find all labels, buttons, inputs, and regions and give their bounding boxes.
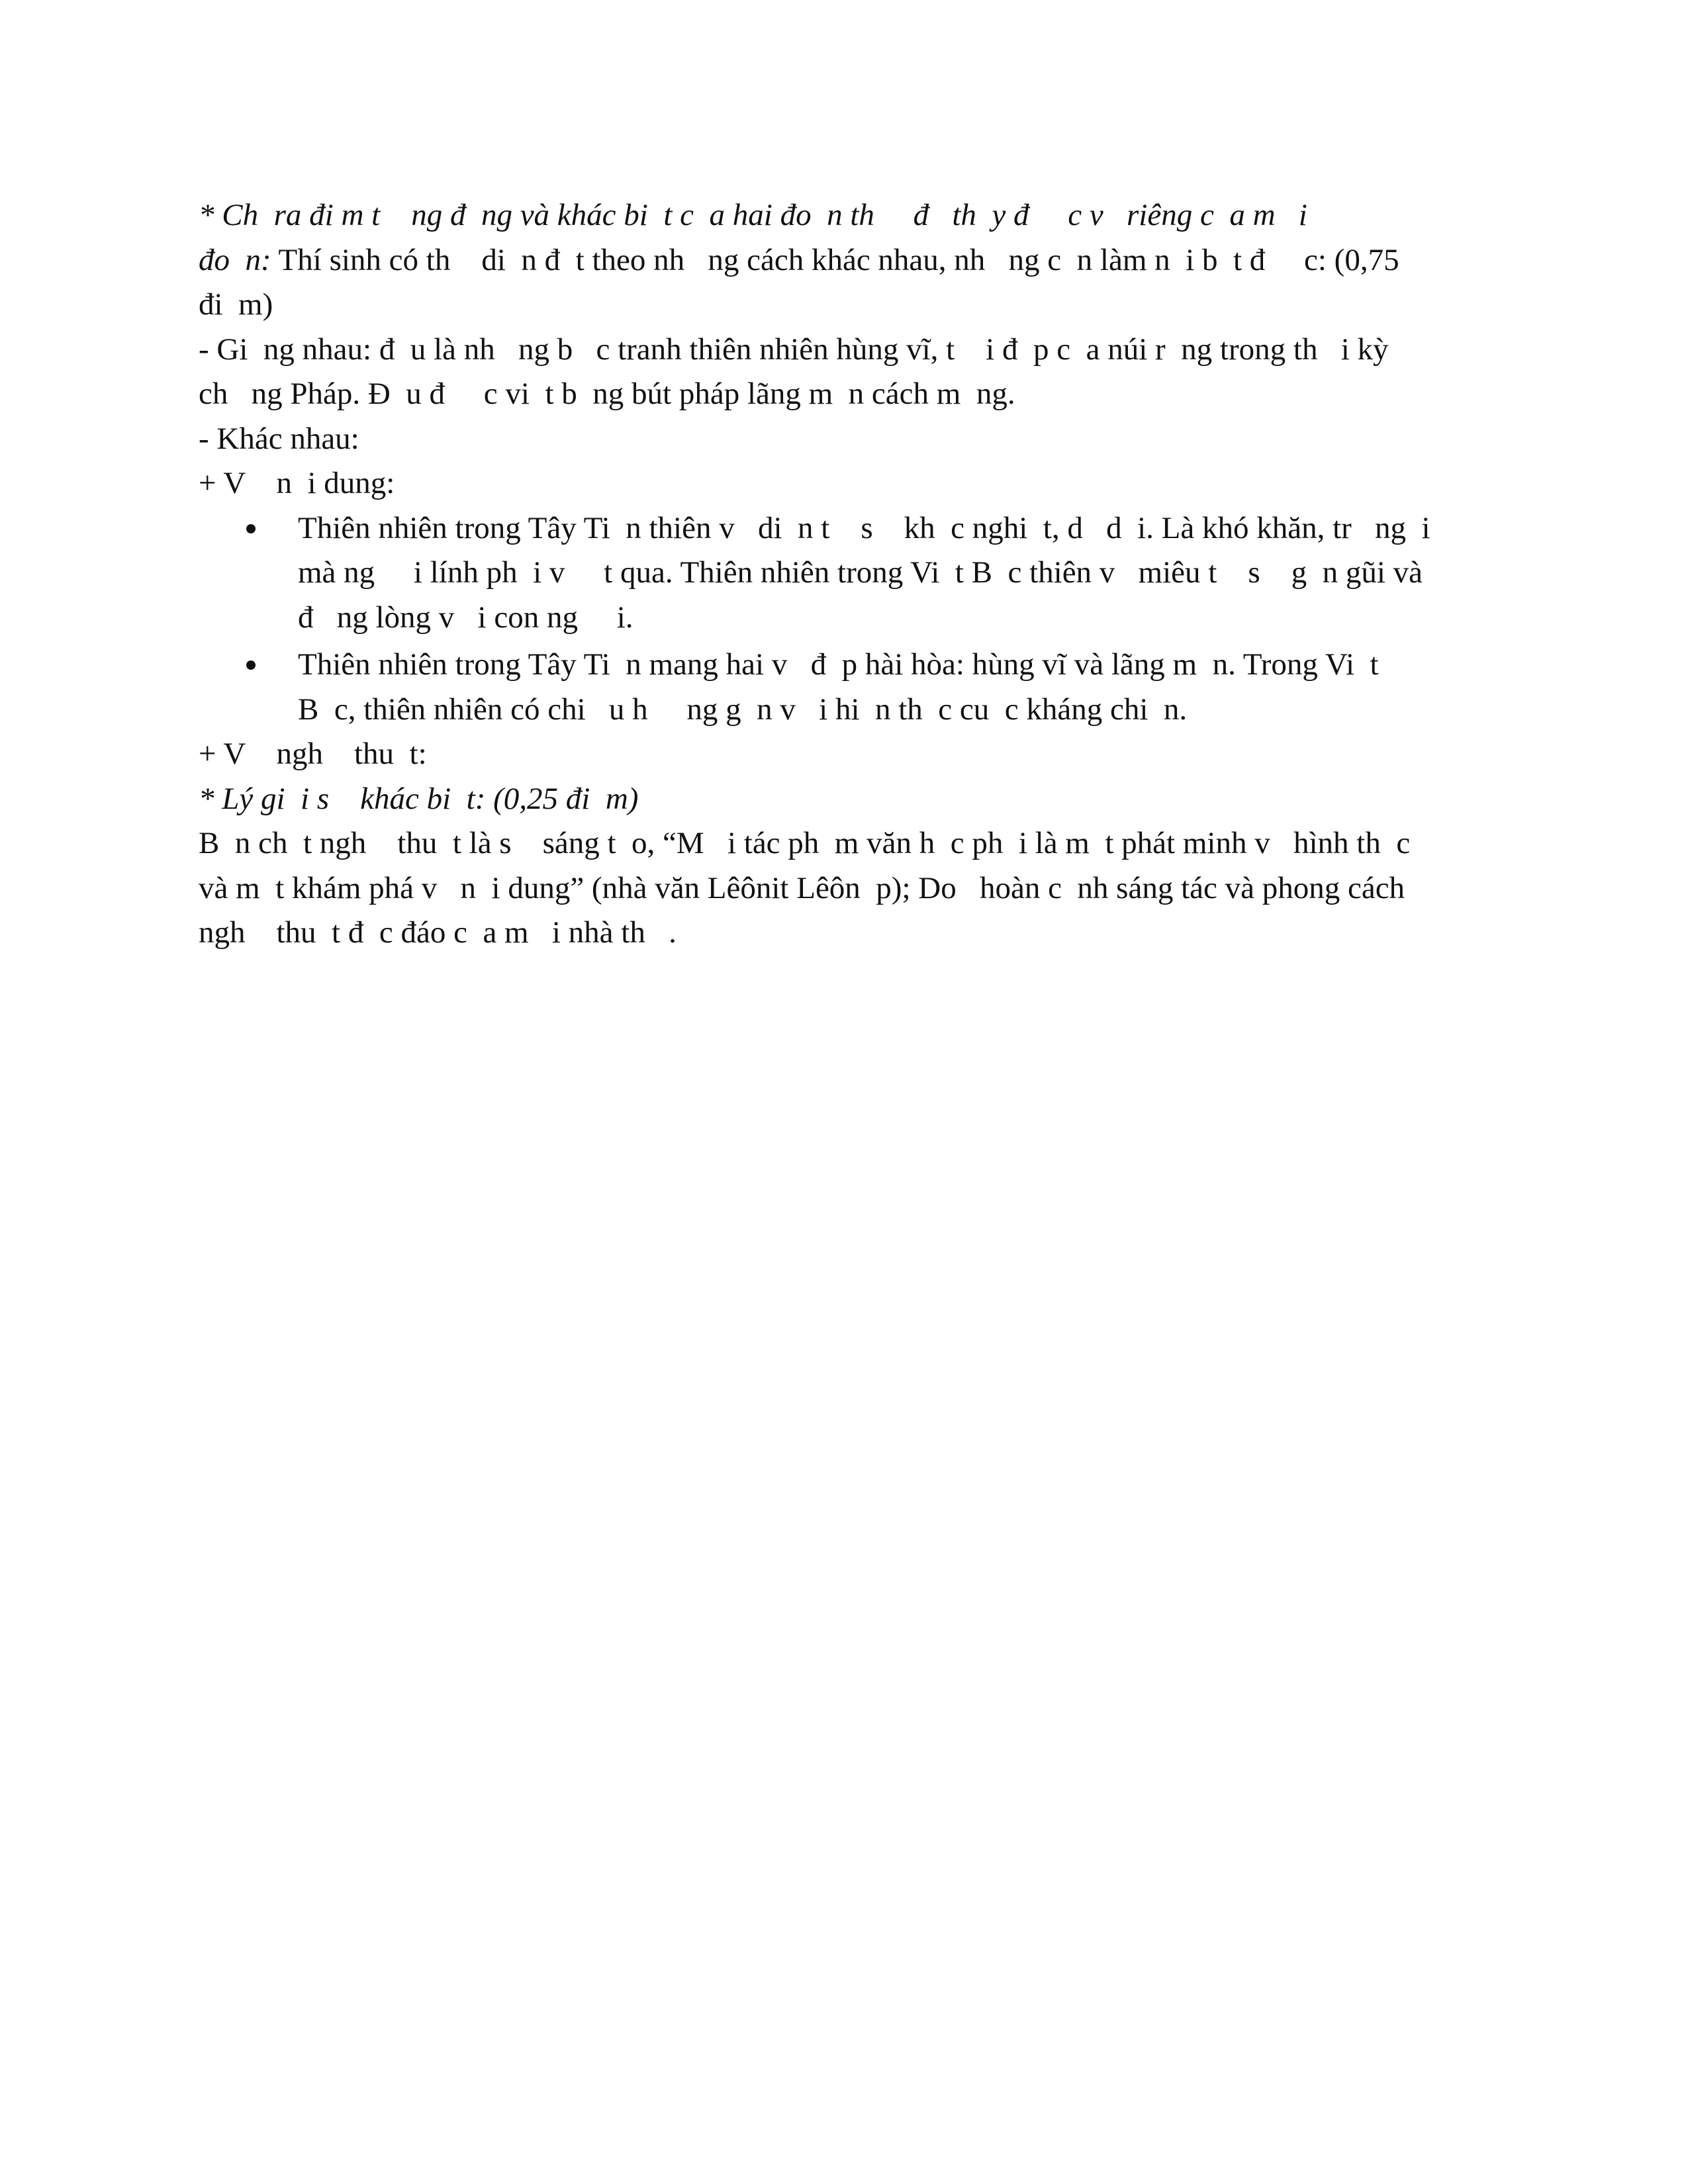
section-heading-explanation: * Lý gi i s khác bi t: (0,25 đi m): [199, 781, 639, 816]
art-subheading: + V ngh thu t:: [199, 737, 427, 771]
explanation-line: ngh thu t đ c đáo c a m i nhà th .: [199, 915, 677, 950]
bullet-text: Thiên nhiên trong Tây Ti n thiên v di n t s kh c nghi t, d d i. Là khó khăn, tr ng i: [298, 510, 1430, 545]
bullet-line: [199, 643, 1496, 688]
differences-label: - Khác nhau:: [199, 421, 359, 456]
paragraph-text: Thí sinh có th di n đ t theo nh ng cách khác nhau, nh ng c n làm n i b t đ c: (0,75: [271, 242, 1399, 277]
bullet-text: Thiên nhiên trong Tây Ti n mang hai v đ p hài hòa: hùng vĩ và lãng m n. Trong Vi t: [298, 647, 1379, 682]
list-item: [199, 506, 1496, 641]
heading-continuation: đo n:: [199, 242, 271, 277]
explanation-line: và m t khám phá v n i dung” (nhà văn Lêônit Lêôn p); Do hoàn c nh sáng tác và phong cách: [199, 870, 1405, 905]
similarity-line: - Gi ng nhau: đ u là nh ng b c tranh thiên nhiên hùng vĩ, t i đ p c a núi r ng trong th i kỳ: [199, 332, 1389, 367]
paragraph-line: [199, 238, 1496, 283]
bullet-line: mà ng i lính ph i v t qua. Thiên nhiên trong Vi t B c thiên v miêu t s g n gũi và: [298, 555, 1423, 590]
list-item: [199, 643, 1496, 732]
bullet-list: [199, 506, 1496, 733]
bullet-line: [199, 506, 1496, 551]
bullet-line: B c, thiên nhiên có chi u h ng g n v i hi n th c cu c kháng chi n.: [298, 692, 1188, 727]
similarity-line: ch ng Pháp. Đ u đ c vi t b ng bút pháp lãng m n cách m ng.: [199, 377, 1015, 411]
bullet-icon: [246, 660, 256, 670]
bullet-icon: [246, 524, 256, 533]
content-subheading: + V n i dung:: [199, 466, 395, 500]
paragraph-line: đi m): [199, 287, 273, 322]
document-page: [199, 193, 1496, 956]
bullet-line: đ ng lòng v i con ng i.: [298, 600, 633, 635]
section-heading-comparison: * Ch ra đi m t ng đ ng và khác bi t c a hai đo n th đ th y đ c v riêng c a m i: [199, 198, 1307, 232]
explanation-line: B n ch t ngh thu t là s sáng t o, “M i tác ph m văn h c ph i là m t phát minh v hình th c: [199, 826, 1411, 860]
